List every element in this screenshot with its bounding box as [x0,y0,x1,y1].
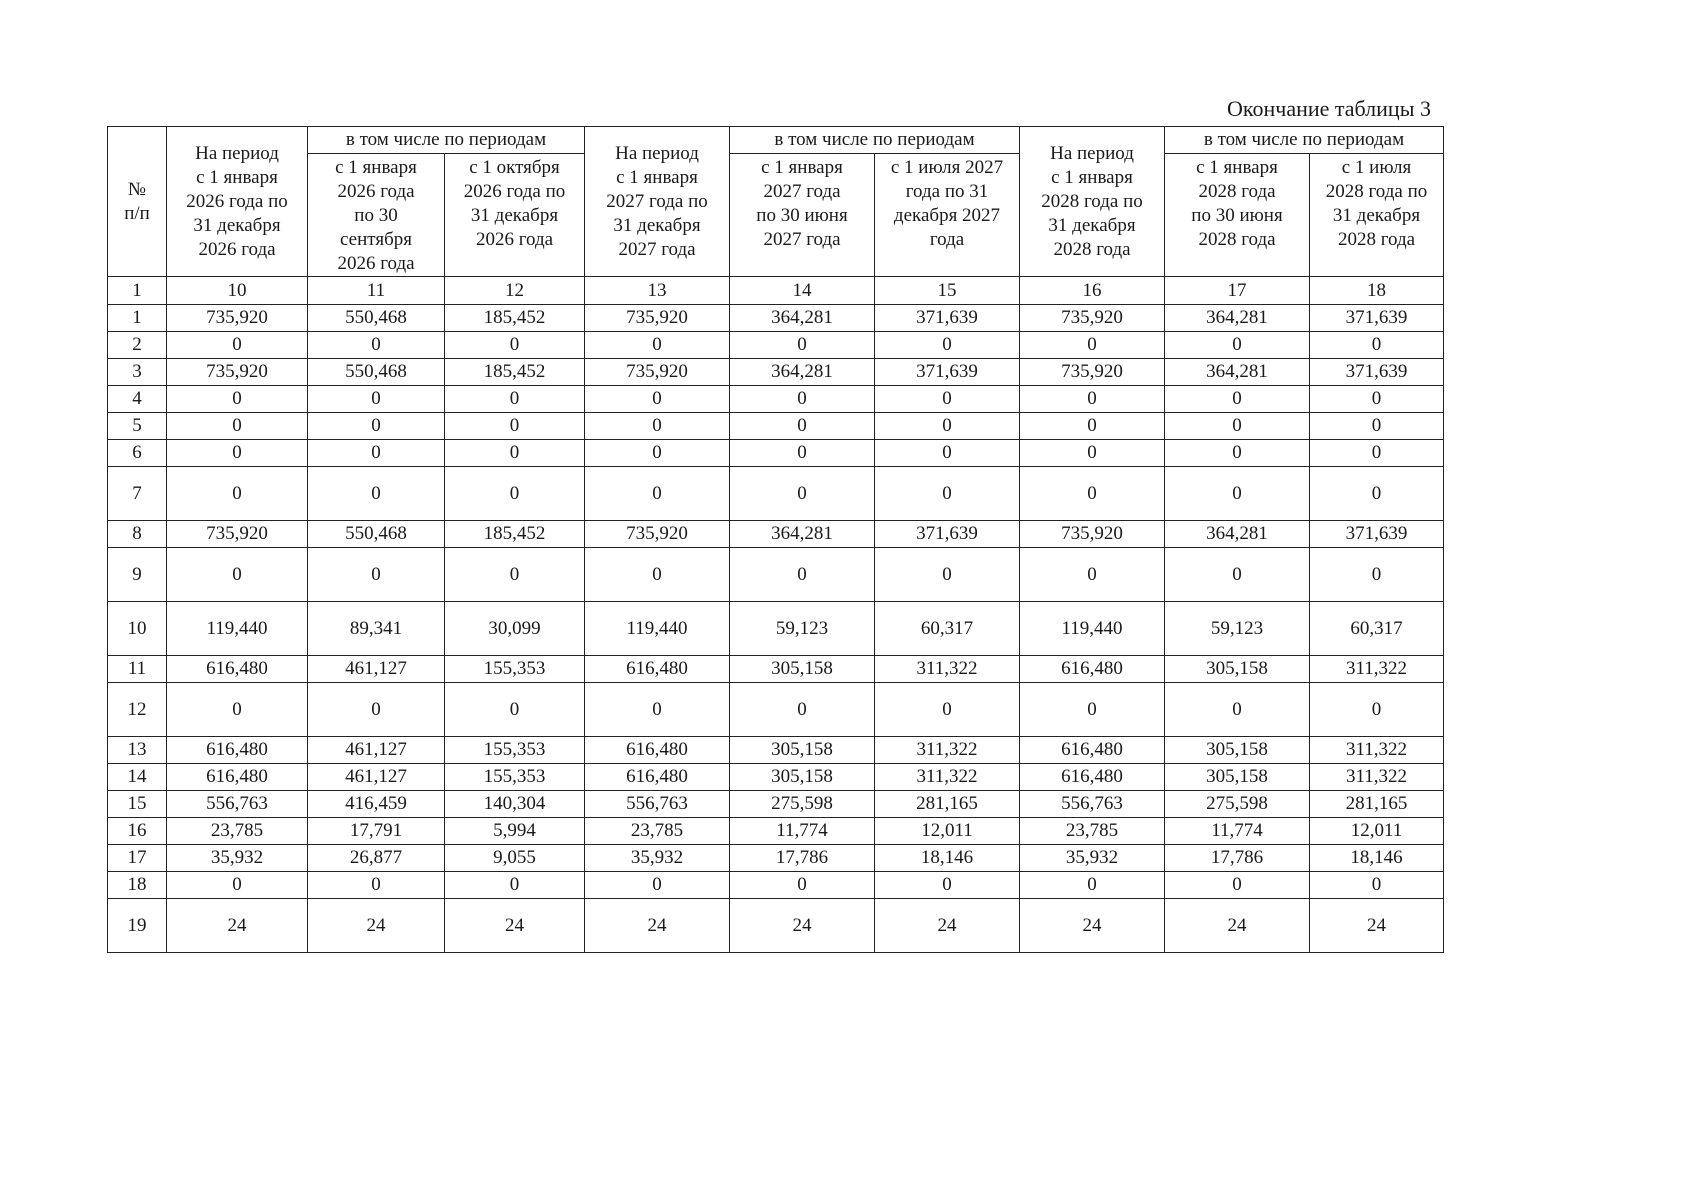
table-cell: 24 [1310,899,1444,953]
table-cell: 0 [1310,413,1444,440]
table-cell: 0 [875,683,1020,737]
table-cell: 24 [875,899,1020,953]
row-number-cell: 18 [108,872,167,899]
table-cell: 12,011 [1310,818,1444,845]
table-cell: 311,322 [875,764,1020,791]
table-cell: 155,353 [445,656,585,683]
table-cell: 0 [1020,413,1165,440]
table-cell: 0 [1165,386,1310,413]
table-cell: 616,480 [167,764,308,791]
table-cell: 311,322 [1310,737,1444,764]
table-cell: 35,932 [585,845,730,872]
table-cell: 0 [308,467,445,521]
table-cell: 0 [875,413,1020,440]
row-number-cell: 17 [108,845,167,872]
table-row [108,737,1444,764]
data-table [107,126,1444,953]
table-row [108,413,1444,440]
table-cell: 0 [585,872,730,899]
table-cell: 5,994 [445,818,585,845]
table-cell: 735,920 [585,521,730,548]
table-cell: 364,281 [1165,359,1310,386]
table-cell: 371,639 [875,305,1020,332]
table-cell: 0 [445,683,585,737]
header-group-2026: в том числе по периодам [308,127,585,154]
table-cell: 364,281 [730,359,875,386]
row-number-cell: 7 [108,467,167,521]
row-number-cell: 16 [108,818,167,845]
table-cell: 0 [1310,332,1444,359]
table-cell: 311,322 [1310,764,1444,791]
table-cell: 0 [167,332,308,359]
row-number-cell: 12 [108,683,167,737]
table-cell: 0 [1020,467,1165,521]
column-number-cell: 17 [1165,277,1310,305]
table-cell: 0 [308,872,445,899]
header-group-2028: в том числе по периодам [1165,127,1444,154]
table-cell: 0 [875,548,1020,602]
table-cell: 371,639 [1310,305,1444,332]
table-cell: 0 [585,440,730,467]
table-cell: 11,774 [730,818,875,845]
header-2026-jan-sep: с 1 января 2026 года по 30 сентября 2026 года [308,154,445,277]
table-row [108,332,1444,359]
column-number-row [108,277,1444,305]
table-cell: 0 [1165,440,1310,467]
row-number-cell: 4 [108,386,167,413]
table-cell: 0 [875,467,1020,521]
row-number-cell: 13 [108,737,167,764]
table-cell: 0 [1020,683,1165,737]
table-cell: 735,920 [167,305,308,332]
table-cell: 23,785 [585,818,730,845]
table-cell: 735,920 [1020,305,1165,332]
header-row-number: № п/п [108,127,167,277]
table-cell: 60,317 [875,602,1020,656]
table-cell: 185,452 [445,305,585,332]
table-cell: 0 [875,332,1020,359]
column-number-cell: 10 [167,277,308,305]
table-cell: 0 [1165,548,1310,602]
header-2027-jan-jun: с 1 января 2027 года по 30 июня 2027 года [730,154,875,277]
table-row [108,440,1444,467]
table-cell: 311,322 [875,737,1020,764]
header-period-2028: На период с 1 января 2028 года по 31 декабря 2028 года [1020,127,1165,277]
table-cell: 23,785 [1020,818,1165,845]
table-cell: 18,146 [875,845,1020,872]
table-cell: 550,468 [308,305,445,332]
table-cell: 0 [445,386,585,413]
table-cell: 0 [1165,332,1310,359]
table-cell: 155,353 [445,737,585,764]
table-cell: 0 [730,467,875,521]
table-cell: 0 [308,332,445,359]
table-row [108,656,1444,683]
row-number-cell: 10 [108,602,167,656]
column-number-cell: 11 [308,277,445,305]
table-cell: 0 [1310,440,1444,467]
table-cell: 0 [1310,872,1444,899]
table-cell: 17,786 [730,845,875,872]
header-2026-oct-dec: с 1 октября 2026 года по 31 декабря 2026 года [445,154,585,277]
table-cell: 0 [585,683,730,737]
table-cell: 735,920 [1020,359,1165,386]
table-row [108,467,1444,521]
table-cell: 0 [730,548,875,602]
table-cell: 311,322 [875,656,1020,683]
table-cell: 0 [1310,683,1444,737]
table-cell: 0 [1165,413,1310,440]
table-cell: 185,452 [445,521,585,548]
row-number-cell: 19 [108,899,167,953]
table-row [108,521,1444,548]
header-period-2027: На период с 1 января 2027 года по 31 декабря 2027 года [585,127,730,277]
table-cell: 0 [875,440,1020,467]
table-cell: 17,786 [1165,845,1310,872]
table-cell: 556,763 [167,791,308,818]
table-cell: 24 [1165,899,1310,953]
table-cell: 305,158 [730,737,875,764]
table-cell: 305,158 [730,764,875,791]
table-row [108,791,1444,818]
table-row [108,305,1444,332]
table-cell: 0 [730,386,875,413]
table-cell: 0 [1020,386,1165,413]
table-cell: 364,281 [730,305,875,332]
table-cell: 23,785 [167,818,308,845]
table-cell: 735,920 [167,359,308,386]
table-cell: 0 [308,440,445,467]
column-number-cell: 12 [445,277,585,305]
table-row [108,872,1444,899]
table-cell: 364,281 [730,521,875,548]
column-number-cell: 15 [875,277,1020,305]
table-cell: 0 [167,467,308,521]
table-cell: 0 [1310,386,1444,413]
table-cell: 616,480 [1020,764,1165,791]
table-cell: 59,123 [730,602,875,656]
table-cell: 24 [1020,899,1165,953]
table-cell: 0 [1020,332,1165,359]
table-cell: 0 [445,440,585,467]
table-cell: 616,480 [167,656,308,683]
table-cell: 735,920 [167,521,308,548]
table-cell: 24 [585,899,730,953]
table-cell: 305,158 [1165,737,1310,764]
column-number-cell: 18 [1310,277,1444,305]
table-cell: 0 [1165,872,1310,899]
header-group-2027: в том числе по периодам [730,127,1020,154]
table-cell: 0 [445,872,585,899]
table-cell: 30,099 [445,602,585,656]
table-cell: 275,598 [1165,791,1310,818]
table-cell: 0 [585,413,730,440]
table-cell: 24 [167,899,308,953]
table-cell: 119,440 [1020,602,1165,656]
table-row [108,548,1444,602]
table-cell: 185,452 [445,359,585,386]
table-cell: 550,468 [308,521,445,548]
table-cell: 616,480 [167,737,308,764]
table-cell: 0 [308,683,445,737]
column-number-cell: 1 [108,277,167,305]
table-cell: 0 [585,548,730,602]
table-cell: 371,639 [1310,359,1444,386]
table-body [108,305,1444,953]
table-caption: Окончание таблицы 3 [1227,96,1431,121]
table-cell: 9,055 [445,845,585,872]
table-cell: 371,639 [875,521,1020,548]
table-cell: 305,158 [1165,764,1310,791]
table-cell: 0 [730,872,875,899]
table-cell: 0 [585,332,730,359]
table-cell: 0 [875,386,1020,413]
table-cell: 0 [308,548,445,602]
row-number-cell: 1 [108,305,167,332]
table-cell: 0 [1165,683,1310,737]
table-cell: 735,920 [585,305,730,332]
column-number-cell: 16 [1020,277,1165,305]
header-2028-jan-jun: с 1 января 2028 года по 30 июня 2028 года [1165,154,1310,277]
table-cell: 26,877 [308,845,445,872]
table-cell: 550,468 [308,359,445,386]
table-cell: 119,440 [167,602,308,656]
row-number-cell: 11 [108,656,167,683]
table-row [108,899,1444,953]
table-cell: 311,322 [1310,656,1444,683]
row-number-cell: 5 [108,413,167,440]
column-number-cell: 14 [730,277,875,305]
table-cell: 24 [730,899,875,953]
table-cell: 371,639 [1310,521,1444,548]
table-cell: 0 [1310,548,1444,602]
table-cell: 275,598 [730,791,875,818]
row-number-cell: 2 [108,332,167,359]
table-cell: 616,480 [585,656,730,683]
table-cell: 0 [445,548,585,602]
table-cell: 305,158 [730,656,875,683]
table-cell: 556,763 [1020,791,1165,818]
table-cell: 0 [308,386,445,413]
table-cell: 0 [730,683,875,737]
table-row [108,359,1444,386]
row-number-cell: 15 [108,791,167,818]
table-cell: 281,165 [875,791,1020,818]
table-cell: 616,480 [1020,737,1165,764]
header-2028-jul-dec: с 1 июля 2028 года по 31 декабря 2028 года [1310,154,1444,277]
table-row [108,602,1444,656]
table-cell: 0 [730,332,875,359]
table-cell: 89,341 [308,602,445,656]
table-cell: 0 [445,413,585,440]
table-cell: 0 [445,332,585,359]
table-cell: 0 [167,386,308,413]
table-cell: 371,639 [875,359,1020,386]
row-number-cell: 14 [108,764,167,791]
table-cell: 461,127 [308,737,445,764]
table-cell: 556,763 [585,791,730,818]
table-cell: 305,158 [1165,656,1310,683]
table-row [108,845,1444,872]
table-cell: 0 [167,413,308,440]
table-cell: 616,480 [585,737,730,764]
table-row [108,683,1444,737]
table-cell: 281,165 [1310,791,1444,818]
table-cell: 616,480 [585,764,730,791]
row-number-cell: 6 [108,440,167,467]
table-cell: 461,127 [308,764,445,791]
table-cell: 0 [585,467,730,521]
table-row [108,764,1444,791]
table-cell: 0 [445,467,585,521]
table-cell: 616,480 [1020,656,1165,683]
table-row [108,386,1444,413]
table-cell: 24 [308,899,445,953]
table-cell: 35,932 [167,845,308,872]
table-cell: 0 [167,683,308,737]
table-row [108,818,1444,845]
table-cell: 735,920 [1020,521,1165,548]
table-cell: 0 [167,440,308,467]
row-number-cell: 3 [108,359,167,386]
table-cell: 17,791 [308,818,445,845]
table-cell: 0 [585,386,730,413]
table-cell: 0 [308,413,445,440]
table-cell: 416,459 [308,791,445,818]
table-cell: 60,317 [1310,602,1444,656]
header-period-2026: На период с 1 января 2026 года по 31 декабря 2026 года [167,127,308,277]
table-cell: 0 [1020,872,1165,899]
table-cell: 11,774 [1165,818,1310,845]
table-cell: 119,440 [585,602,730,656]
table-cell: 0 [167,548,308,602]
row-number-cell: 8 [108,521,167,548]
table-cell: 364,281 [1165,521,1310,548]
table-cell: 0 [1165,467,1310,521]
table-cell: 12,011 [875,818,1020,845]
table-cell: 0 [730,440,875,467]
table-cell: 735,920 [585,359,730,386]
table-cell: 461,127 [308,656,445,683]
table-cell: 0 [875,872,1020,899]
table-cell: 364,281 [1165,305,1310,332]
table-cell: 24 [445,899,585,953]
table-cell: 18,146 [1310,845,1444,872]
table-cell: 0 [167,872,308,899]
table-cell: 0 [1310,467,1444,521]
table-cell: 140,304 [445,791,585,818]
table-cell: 0 [730,413,875,440]
table-cell: 59,123 [1165,602,1310,656]
column-number-cell: 13 [585,277,730,305]
table-cell: 35,932 [1020,845,1165,872]
row-number-cell: 9 [108,548,167,602]
header-2027-jul-dec: с 1 июля 2027 года по 31 декабря 2027 года [875,154,1020,277]
table-cell: 0 [1020,440,1165,467]
table-cell: 0 [1020,548,1165,602]
table-cell: 155,353 [445,764,585,791]
